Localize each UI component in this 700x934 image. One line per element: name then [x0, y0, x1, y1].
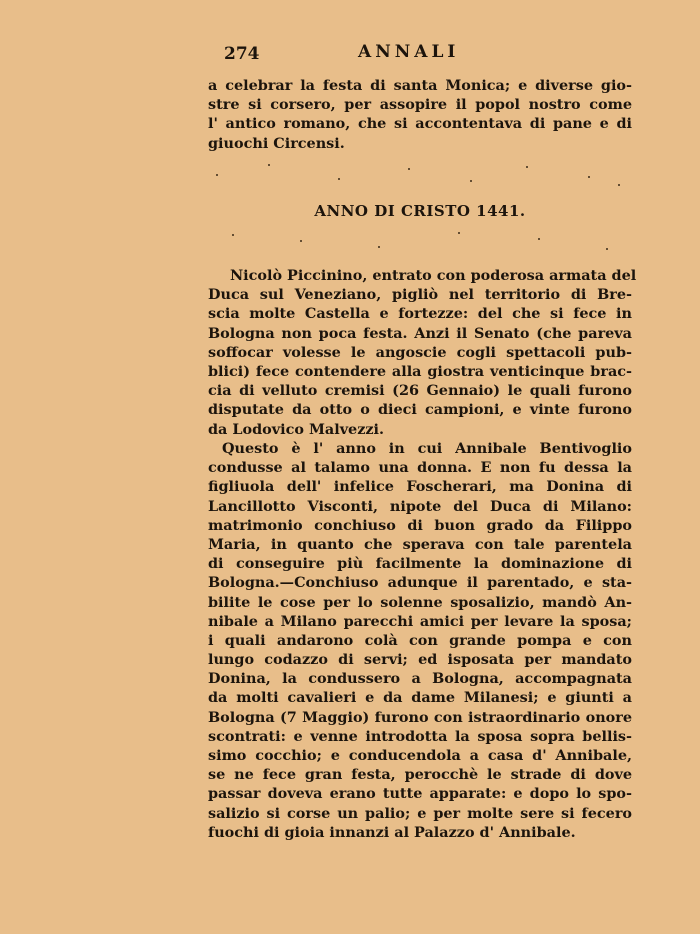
text-line: disputate da otto o dieci campioni, e vinte furono — [208, 401, 632, 419]
text-line: Questo è l' anno in cui Annibale Bentivoglio — [222, 440, 632, 457]
text-line: l' antico romano, che si accontentava di pane e di — [208, 115, 632, 133]
text-line: lungo codazzo di servi; ed isposata per mandato — [208, 651, 632, 669]
text-line: di conseguire più facilmente la dominazione di — [208, 555, 632, 573]
running-title: ANNALI — [358, 42, 460, 62]
text-line: a celebrar la festa di santa Monica; e diverse gio- — [208, 77, 632, 94]
text-line: Bologna (7 Maggio) furono con istraordinario onore — [208, 708, 632, 726]
text-line: da molti cavalieri e da dame Milanesi; e giunti a — [208, 689, 632, 707]
text-line: scontrati: e venne introdotta la sposa sopra bellis- — [208, 727, 632, 745]
paragraph-bentivoglio-wedding — [208, 439, 632, 842]
text-line: simo cocchio; e conducendola a casa d' Annibale, — [208, 747, 632, 764]
text-line: passar doveva erano tutte apparate: e dopo lo spo- — [208, 785, 632, 803]
text-line: scia molte Castella e fortezze: del che si fece in — [208, 305, 632, 323]
text-line: giuochi Circensi. — [208, 134, 345, 152]
opening-paragraph — [208, 76, 632, 153]
section-heading: ANNO DI CRISTO 1441. — [314, 202, 526, 220]
page-header — [208, 40, 632, 66]
text-line: salizio si corse un palio; e per molte sere si fecero — [208, 804, 632, 822]
scan-specks — [208, 160, 632, 190]
text-line: cia di velluto cremisi (26 Gennaio) le quali furono — [208, 382, 632, 400]
text-line: figliuola dell' infelice Foscherari, ma Donina di — [208, 478, 632, 496]
text-line: blici) fece contendere alla giostra venticinque brac- — [208, 362, 632, 380]
text-line: Lancillotto Visconti, nipote del Duca di Milano: — [208, 497, 632, 515]
page-number: 274 — [224, 44, 260, 64]
text-line: Duca sul Veneziano, pigliò nel territorio di Bre- — [208, 286, 632, 304]
text-line: stre si corsero, per assopire il popol nostro come — [208, 96, 632, 114]
text-line: i quali andarono colà con grande pompa e con — [208, 631, 632, 649]
text-line: soffocar volesse le angoscie cogli spettacoli pub- — [208, 343, 632, 361]
text-line: condusse al talamo una donna. E non fu dessa la — [208, 459, 632, 477]
text-line: fuochi di gioia innanzi al Palazzo d' Annibale. — [208, 823, 576, 841]
text-line: Maria, in quanto che sperava con tale parentela — [208, 535, 632, 553]
text-line: Donina, la condussero a Bologna, accompagnata — [208, 670, 632, 688]
paragraph-1441-piccinino — [208, 266, 637, 439]
text-line: Bologna non poca festa. Anzi il Senato (che pareva — [208, 324, 632, 342]
scan-specks — [208, 228, 632, 258]
text-line: se ne fece gran festa, perocchè le strade di dove — [208, 766, 632, 784]
text-line: Bologna.—Conchiuso adunque il parentado, e sta- — [208, 574, 632, 592]
text-line: matrimonio conchiuso di buon grado da Filippo — [208, 516, 632, 534]
text-line: nibale a Milano parecchi amici per levare la sposa; — [208, 612, 632, 630]
text-line: bilite le cose per lo solenne sposalizio, mandò An- — [208, 593, 632, 611]
text-line: Nicolò Piccinino, entrato con poderosa armata del — [230, 267, 637, 284]
text-line: da Lodovico Malvezzi. — [208, 420, 385, 438]
